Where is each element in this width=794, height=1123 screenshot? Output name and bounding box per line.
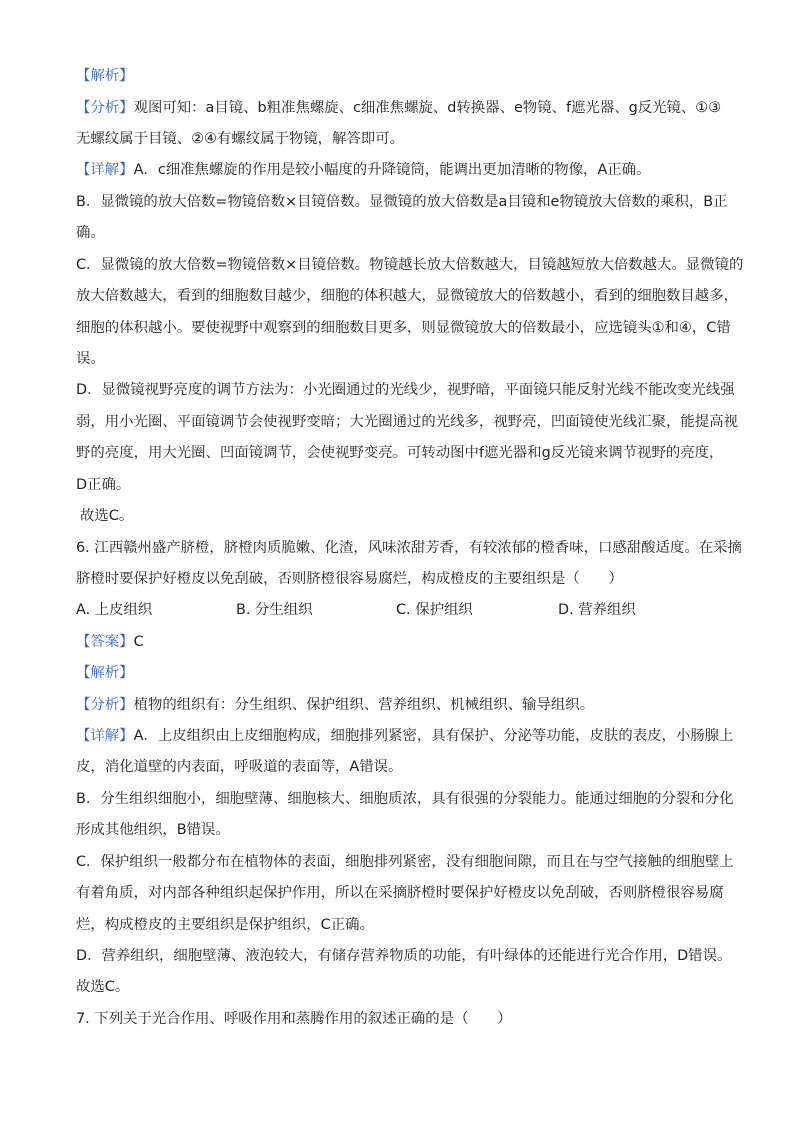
q6-c-line-1: C．保护组织一般都分布在植物体的表面，细胞排列紧密，没有细胞间隙，而且在与空气接触的细胞壁上 [76, 854, 734, 870]
q6-a-line-2: 皮，消化道壁的内表面，呼吸道的表面等，A错误。 [76, 759, 403, 775]
q5-fenxi-line-2: 无螺纹属于目镜、②④有螺纹属于物镜，解答即可。 [76, 131, 405, 147]
q5-fenxi-text-1: 观图可知：a目镜、b粗准焦螺旋、c细准焦螺旋、d转换器、e物镜、f遮光器、g反光镜、①③ [133, 100, 722, 116]
q6-stem-line-2: 脐橙时要保护好橙皮以免刮破，否则脐橙很容易腐烂，构成橙皮的主要组织是（ ） [76, 571, 623, 587]
q5-xiangjie-label: 【详解】 [76, 162, 134, 178]
q6-a-text-1: A．上皮组织由上皮细胞构成，细胞排列紧密，具有保护、分泌等功能，皮肤的表皮，小肠腺上 [133, 728, 734, 744]
q5-a-text: A．c细准焦螺旋的作用是较小幅度的升降镜筒，能调出更加清晰的物像，A正确。 [133, 162, 651, 178]
q6-answer-label: 【答案】 [76, 634, 134, 650]
q6-options [76, 600, 726, 620]
q5-b-line-1: B．显微镜的放大倍数=物镜倍数×目镜倍数。显微镜的放大倍数是a目镜和e物镜放大倍数的乘积，B正 [76, 194, 728, 210]
q5-choose: 故选C。 [80, 508, 134, 524]
q5-c-line-4: 误。 [76, 351, 105, 367]
q6-choose: 故选C。 [76, 979, 130, 995]
q6-c-line-3: 烂，构成橙皮的主要组织是保护组织，C正确。 [76, 917, 374, 933]
q6-c-line-2: 有着角质，对内部各种组织起保护作用，所以在采摘脐橙时要保护好橙皮以免刮破，否则脐橙很容易腐 [76, 885, 724, 901]
q5-c-line-2: 放大倍数越大，看到的细胞数目越少，细胞的体积越大，显微镜放大的倍数越小，看到的细胞数目越多， [76, 288, 738, 304]
q6-option-c: C. 保护组织 [396, 602, 473, 618]
q5-fenxi-line-1 [76, 98, 721, 118]
q6-option-d: D. 营养组织 [558, 602, 636, 618]
q6-xiangjie-label: 【详解】 [76, 728, 134, 744]
q5-fenxi-label: 【分析】 [76, 100, 134, 116]
q6-fenxi-line [76, 695, 594, 715]
q6-b-line-1: B．分生组织细胞小，细胞壁薄、细胞核大、细胞质浓，具有很强的分裂能力。能通过细胞的分裂和分化 [76, 791, 734, 807]
q6-option-a: A. 上皮组织 [76, 602, 153, 618]
q5-c-line-3: 细胞的体积越小。要使视野中观察到的细胞数目更多，则显微镜放大的倍数最小，应选镜头①和④，C错 [76, 320, 731, 336]
q5-xiangjie-a [76, 160, 650, 180]
q5-c-line-1: C．显微镜的放大倍数=物镜倍数×目镜倍数。物镜越长放大倍数越大，目镜越短放大倍数越大。显微镜的 [76, 257, 744, 273]
q5-d-line-2: 弱，用小光圈、平面镜调节会使视野变暗；大光圈通过的光线多，视野亮，凹面镜使光线汇聚，能提高视 [76, 414, 738, 430]
q6-b-line-2: 形成其他组织，B错误。 [76, 822, 230, 838]
q6-answer-value: C [133, 634, 144, 650]
q7-stem: 7. 下列关于光合作用、呼吸作用和蒸腾作用的叙述正确的是（ ） [76, 1011, 512, 1027]
q5-d-line-4: D正确。 [76, 477, 131, 493]
q6-stem-line-1: 6. 江西赣州盛产脐橙，脐橙肉质脆嫩、化渣，风味浓甜芳香，有较浓郁的橙香味，口感甜酸适度。在采摘 [76, 540, 742, 556]
q6-analysis-heading: 【解析】 [76, 665, 134, 681]
q5-d-line-3: 野的亮度，用大光圈、凹面镜调节，会使视野变亮。可转动图中f遮光器和g反光镜来调节视野的亮度， [76, 445, 724, 461]
q5-b-line-2: 确。 [76, 225, 105, 241]
q6-fenxi-label: 【分析】 [76, 697, 134, 713]
q6-answer [76, 632, 144, 652]
q6-d-line-1: D．营养组织，细胞壁薄、液泡较大，有储存营养物质的功能，有叶绿体的还能进行光合作用，D错误。 [76, 948, 732, 964]
q5-d-line-1: D．显微镜视野亮度的调节方法为：小光圈通过的光线少，视野暗，平面镜只能反射光线不能改变光线强 [76, 382, 735, 398]
q6-option-b: B. 分生组织 [236, 602, 313, 618]
q6-xiangjie-a [76, 726, 733, 746]
q6-fenxi-text: 植物的组织有：分生组织、保护组织、营养组织、机械组织、输导组织。 [133, 697, 595, 713]
q5-analysis-heading: 【解析】 [76, 68, 134, 84]
